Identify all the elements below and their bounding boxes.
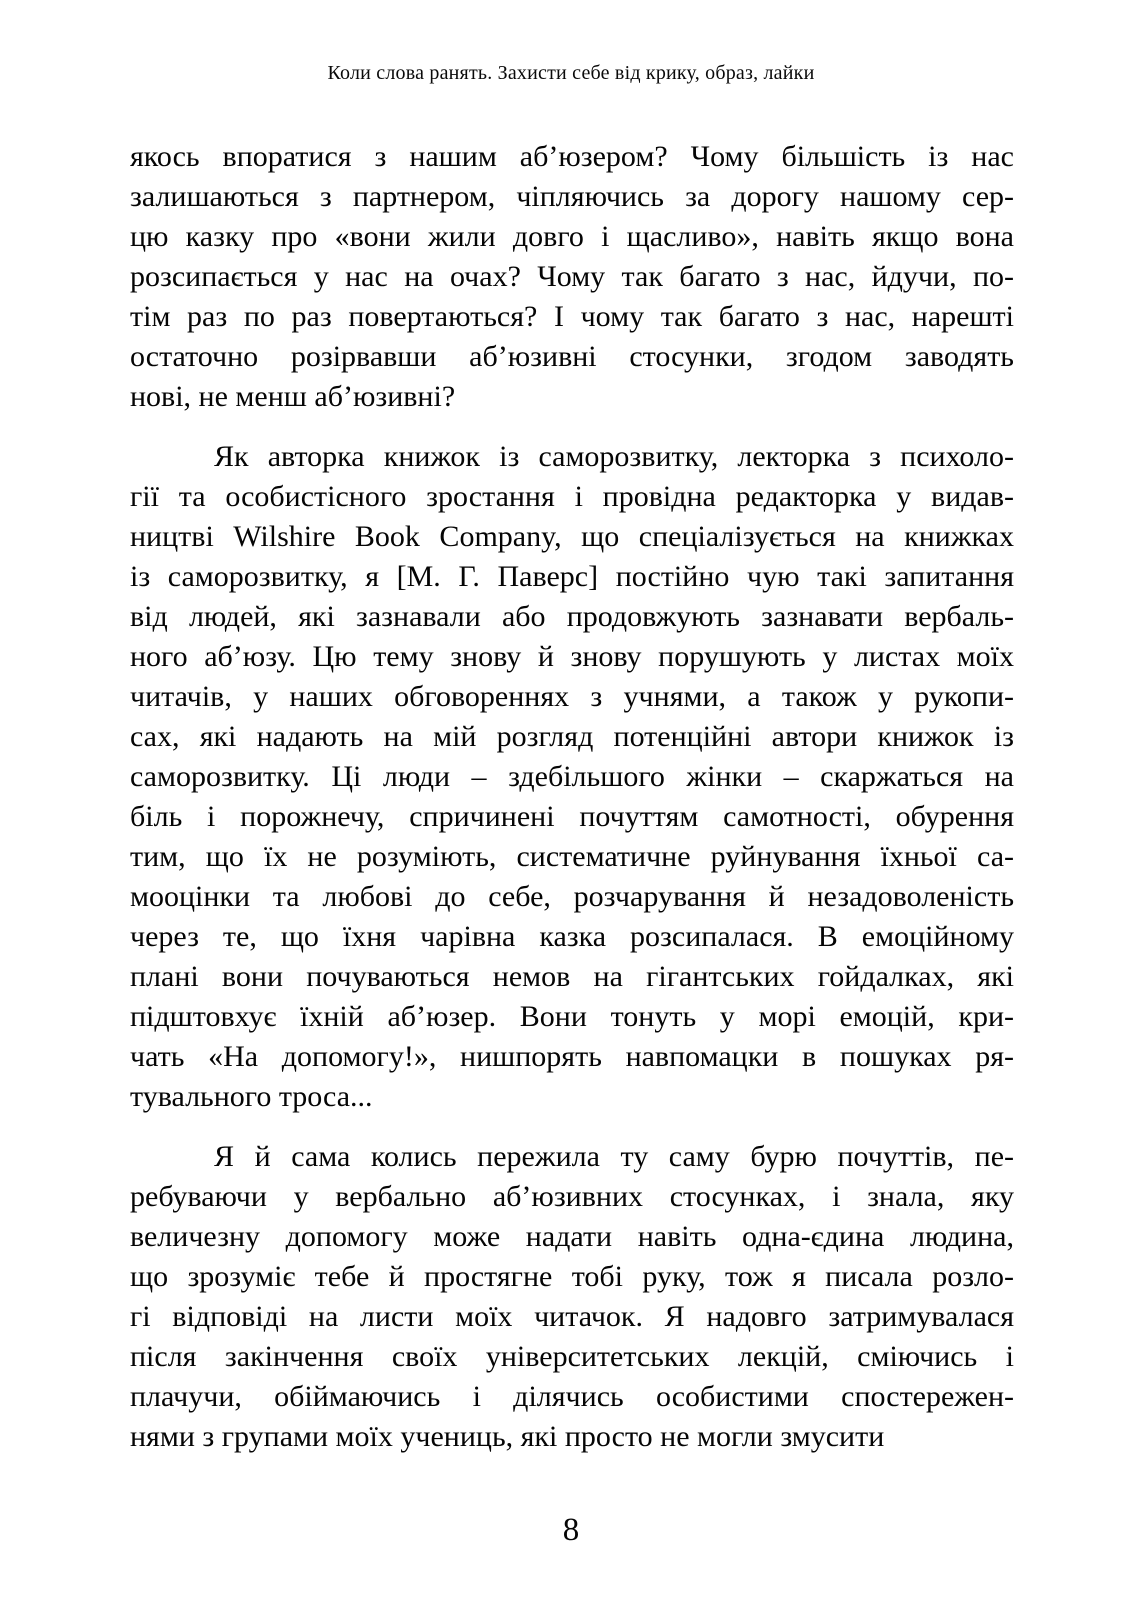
paragraph	[130, 437, 1014, 1117]
text-line: цю казку про «вони жили довго і щасливо», навіть якщо вона	[130, 220, 1014, 253]
text-line: гії та особистісного зростання і провідна редакторка у видав-	[130, 480, 1014, 513]
text-line: ництві Wilshire Book Company, що спеціалізується на книжках	[130, 520, 1014, 553]
text-line: читачів, у наших обговореннях з учнями, а також у рукопи-	[130, 680, 1014, 713]
text-line: Як авторка книжок із саморозвитку, лекторка з психоло-	[214, 440, 1014, 473]
text-line: нові, не менш аб’юзивні?	[130, 380, 456, 413]
text-line: тувального троса...	[130, 1080, 373, 1113]
text-line: із саморозвитку, я [М. Г. Паверс] постійно чую такі запитання	[130, 560, 1014, 593]
text-line: остаточно розірвавши аб’юзивні стосунки, згодом заводять	[130, 340, 1014, 373]
paragraph	[130, 137, 1014, 417]
text-line: розсипається у нас на очах? Чому так багато з нас, йдучи, по-	[130, 260, 1014, 293]
text-line: саморозвитку. Ці люди – здебільшого жінки – скаржаться на	[130, 760, 1014, 793]
text-line: тим, що їх не розуміють, систематичне руйнування їхньої са-	[130, 840, 1014, 873]
text-line: нями з групами моїх учениць, які просто не могли змусити	[130, 1420, 885, 1453]
text-line: мооцінки та любові до себе, розчарування й незадоволеність	[130, 880, 1014, 913]
text-line: залишаються з партнером, чіпляючись за дорогу нашому сер-	[130, 180, 1014, 213]
text-line: тім раз по раз повертаються? І чому так багато з нас, нарешті	[130, 300, 1014, 333]
text-line: ребуваючи у вербально аб’юзивних стосунках, і знала, яку	[130, 1180, 1014, 1213]
text-line: гі відповіді на листи моїх читачок. Я надовго затримувалася	[130, 1300, 1014, 1333]
text-line: що зрозуміє тебе й простягне тобі руку, тож я писала розло-	[130, 1260, 1014, 1293]
body-text	[130, 137, 1014, 1457]
text-line: плачучи, обіймаючись і ділячись особистими спостережен-	[130, 1380, 1014, 1413]
text-line: плані вони почуваються немов на гігантських гойдалках, які	[130, 960, 1014, 993]
running-header: Коли слова ранять. Захисти себе від крику, образ, лайки	[327, 62, 815, 84]
text-line: біль і порожнечу, спричинені почуттям самотності, обурення	[130, 800, 1014, 833]
text-line: якось впоратися з нашим аб’юзером? Чому більшість із нас	[130, 140, 1014, 173]
text-line: чать «На допомогу!», нишпорять навпомацки в пошуках ря-	[130, 1040, 1014, 1073]
text-line: підштовхує їхній аб’юзер. Вони тонуть у морі емоцій, кри-	[130, 1000, 1014, 1033]
text-line: від людей, які зазнавали або продовжують зазнавати вербаль-	[130, 600, 1014, 633]
text-line: Я й сама колись пережила ту саму бурю почуттів, пе-	[214, 1140, 1014, 1173]
text-line: величезну допомогу може надати навіть одна-єдина людина,	[130, 1220, 1014, 1253]
text-line: після закінчення своїх університетських лекцій, сміючись і	[130, 1340, 1014, 1373]
text-line: через те, що їхня чарівна казка розсипалася. В емоційному	[130, 920, 1014, 953]
text-line: сах, які надають на мій розгляд потенційні автори книжок із	[130, 720, 1014, 753]
page-number: 8	[562, 1512, 580, 1548]
text-line: ного аб’юзу. Цю тему знову й знову порушують у листах моїх	[130, 640, 1014, 673]
paragraph	[130, 1137, 1014, 1457]
